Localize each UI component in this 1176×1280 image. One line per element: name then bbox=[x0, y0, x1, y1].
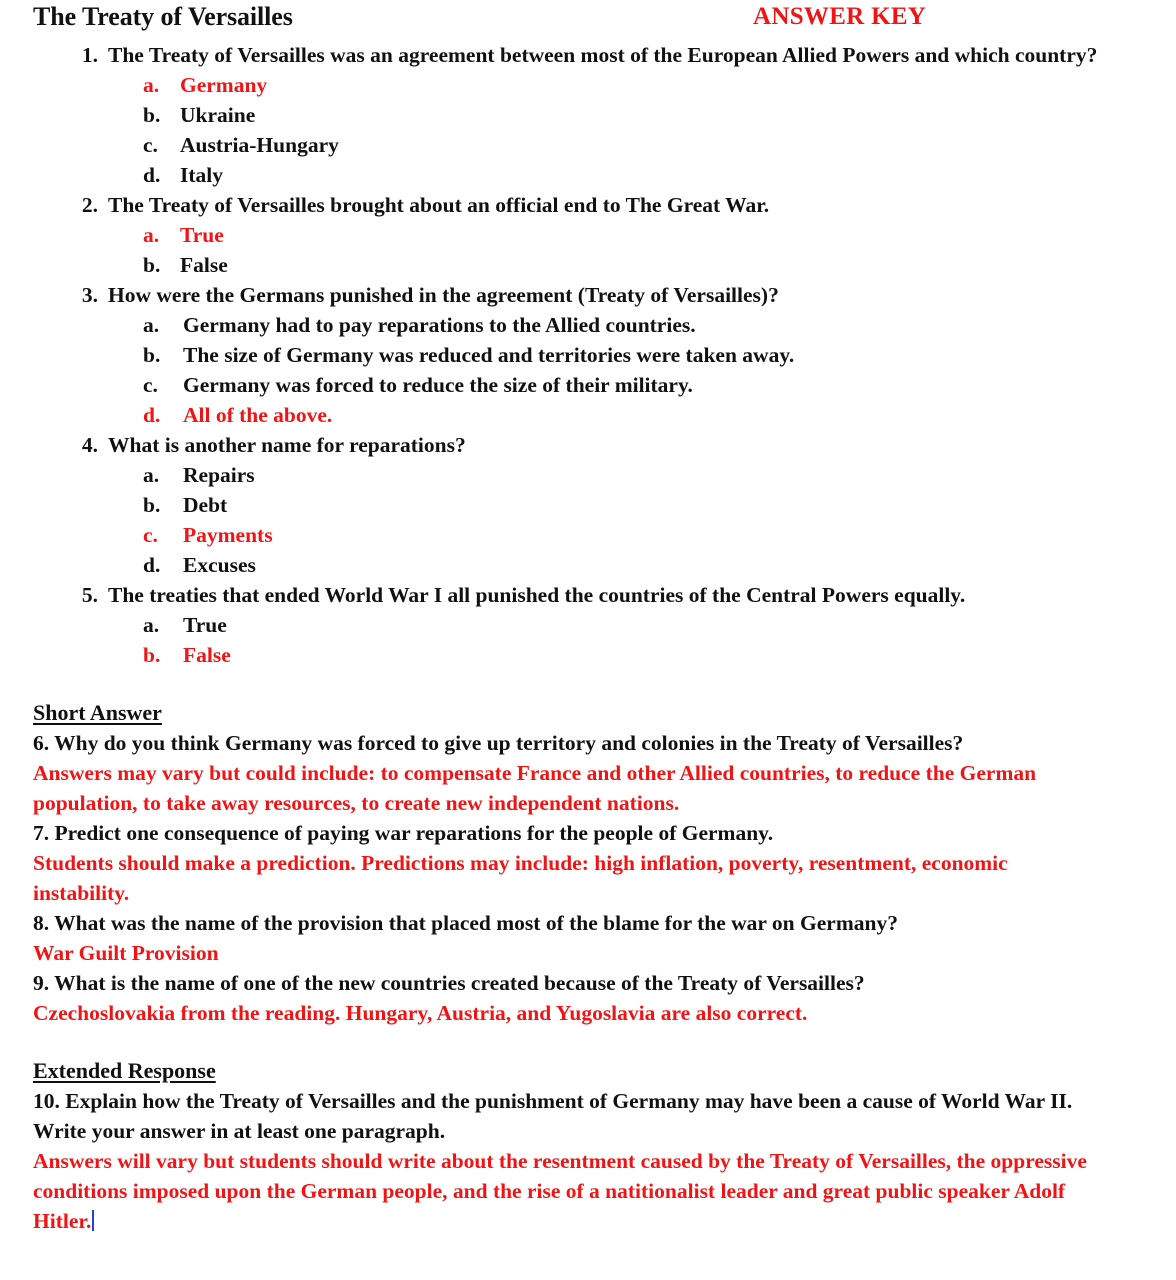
mc-option-label: Debt bbox=[183, 493, 228, 517]
extended-response-heading: Extended Response bbox=[33, 1058, 216, 1083]
mc-question bbox=[0, 580, 1176, 670]
mc-question-number: 1. bbox=[81, 43, 98, 67]
mc-option-label: Excuses bbox=[183, 553, 256, 577]
mc-option-letter: a. bbox=[143, 73, 160, 97]
mc-question-text bbox=[0, 580, 1176, 610]
short-answer-question: 8. What was the name of the provision that placed most of the blame for the war on Germany? bbox=[33, 911, 898, 935]
mc-option-label: Italy bbox=[180, 163, 223, 187]
mc-question bbox=[0, 40, 1176, 190]
mc-option-correct[interactable] bbox=[0, 520, 1176, 550]
mc-option[interactable] bbox=[0, 130, 1176, 160]
section-spacer-2 bbox=[0, 1028, 1176, 1055]
mc-option-letter: c. bbox=[143, 373, 158, 397]
short-answer-list bbox=[0, 728, 1176, 1028]
mc-option-letter: d. bbox=[143, 553, 161, 577]
mc-option-letter: d. bbox=[143, 403, 161, 427]
mc-option-letter: a. bbox=[143, 223, 160, 247]
mc-option[interactable] bbox=[0, 460, 1176, 490]
mc-option-letter: a. bbox=[143, 463, 160, 487]
multiple-choice-list bbox=[0, 40, 1176, 670]
text-cursor-caret bbox=[92, 1210, 94, 1231]
mc-option-correct[interactable] bbox=[0, 400, 1176, 430]
mc-option-label: Germany had to pay reparations to the Allied countries. bbox=[183, 313, 696, 337]
document-header bbox=[0, 0, 1176, 40]
mc-question bbox=[0, 190, 1176, 280]
mc-option-label: False bbox=[180, 253, 228, 277]
mc-question-number: 4. bbox=[81, 433, 98, 457]
mc-question-number: 5. bbox=[81, 583, 98, 607]
short-answer-answer[interactable]: War Guilt Provision bbox=[33, 941, 219, 965]
mc-question-label: The Treaty of Versailles brought about an official end to The Great War. bbox=[108, 193, 770, 217]
mc-option-letter: a. bbox=[143, 313, 160, 337]
mc-option-letter: d. bbox=[143, 163, 161, 187]
extended-response-question: 10. Explain how the Treaty of Versailles and the punishment of Germany may have been a cause of World War II. Write your answer in at least one paragraph. bbox=[33, 1089, 1073, 1143]
mc-option-label: Germany bbox=[180, 73, 268, 97]
mc-question-number: 3. bbox=[81, 283, 98, 307]
short-answer-question: 7. Predict one consequence of paying war reparations for the people of Germany. bbox=[33, 821, 774, 845]
short-answer-question: 6. Why do you think Germany was forced to give up territory and colonies in the Treaty of Versailles? bbox=[33, 731, 964, 755]
mc-option-label: Ukraine bbox=[180, 103, 256, 127]
mc-option-label: All of the above. bbox=[183, 403, 333, 427]
mc-option[interactable] bbox=[0, 610, 1176, 640]
short-answer-answer[interactable]: Students should make a prediction. Predictions may include: high inflation, poverty, resentment, economic instability. bbox=[33, 851, 1008, 905]
mc-question bbox=[0, 430, 1176, 580]
mc-question-text bbox=[0, 430, 1176, 460]
mc-option-correct[interactable] bbox=[0, 220, 1176, 250]
extended-response-section bbox=[0, 1055, 1176, 1236]
short-answer-answer[interactable]: Czechoslovakia from the reading. Hungary, Austria, and Yugoslavia are also correct. bbox=[33, 1001, 808, 1025]
mc-option-list bbox=[0, 610, 1176, 670]
short-answer-answer[interactable]: Answers may vary but could include: to compensate France and other Allied countries, to reduce the German population, to take away resources, to create new independent nations. bbox=[33, 761, 1037, 815]
mc-option-letter: b. bbox=[143, 493, 161, 517]
mc-question-text bbox=[0, 280, 1176, 310]
mc-option[interactable] bbox=[0, 490, 1176, 520]
mc-option-list bbox=[0, 310, 1176, 430]
mc-option[interactable] bbox=[0, 550, 1176, 580]
mc-question bbox=[0, 280, 1176, 430]
mc-question-label: How were the Germans punished in the agreement (Treaty of Versailles)? bbox=[108, 283, 779, 307]
mc-option[interactable] bbox=[0, 100, 1176, 130]
mc-option-correct[interactable] bbox=[0, 70, 1176, 100]
mc-question-number: 2. bbox=[81, 193, 98, 217]
answer-key-badge: ANSWER KEY bbox=[753, 3, 927, 30]
mc-option-label: Austria-Hungary bbox=[180, 133, 339, 157]
section-spacer bbox=[0, 670, 1176, 697]
mc-option-list bbox=[0, 220, 1176, 280]
mc-option-label: Germany was forced to reduce the size of their military. bbox=[183, 373, 693, 397]
page-title: The Treaty of Versailles bbox=[33, 2, 293, 31]
mc-option-label: Payments bbox=[183, 523, 273, 547]
mc-question-text bbox=[0, 190, 1176, 220]
mc-option-label: True bbox=[180, 223, 224, 247]
mc-option-letter: b. bbox=[143, 253, 161, 277]
mc-question-label: What is another name for reparations? bbox=[108, 433, 466, 457]
mc-question-text bbox=[0, 40, 1176, 70]
mc-option[interactable] bbox=[0, 310, 1176, 340]
mc-option-letter: b. bbox=[143, 103, 161, 127]
mc-option[interactable] bbox=[0, 160, 1176, 190]
mc-option-label: True bbox=[183, 613, 227, 637]
short-answer-section bbox=[0, 697, 1176, 1028]
mc-question-label: The treaties that ended World War I all punished the countries of the Central Powers equally. bbox=[108, 583, 966, 607]
mc-option-list bbox=[0, 70, 1176, 190]
mc-option[interactable] bbox=[0, 250, 1176, 280]
mc-option-correct[interactable] bbox=[0, 640, 1176, 670]
mc-option-letter: c. bbox=[143, 133, 158, 157]
mc-option-letter: c. bbox=[143, 523, 158, 547]
mc-option[interactable] bbox=[0, 340, 1176, 370]
extended-response-answer-text: Answers will vary but students should write about the resentment caused by the Treaty of Versailles, the oppressive conditions imposed upon the German people, and the rise of a natitionalist leader and great public speaker Adolf Hitler. bbox=[33, 1149, 1087, 1233]
mc-question-label: The Treaty of Versailles was an agreement between most of the European Allied Powers and which country? bbox=[108, 43, 1098, 67]
short-answer-heading: Short Answer bbox=[33, 700, 162, 725]
mc-option-label: Repairs bbox=[183, 463, 255, 487]
mc-option[interactable] bbox=[0, 370, 1176, 400]
mc-option-letter: a. bbox=[143, 613, 160, 637]
mc-option-label: False bbox=[183, 643, 231, 667]
mc-option-label: The size of Germany was reduced and territories were taken away. bbox=[183, 343, 795, 367]
short-answer-question: 9. What is the name of one of the new countries created because of the Treaty of Versailles? bbox=[33, 971, 865, 995]
mc-option-letter: b. bbox=[143, 343, 161, 367]
extended-response-answer[interactable] bbox=[33, 1146, 1105, 1236]
mc-option-letter: b. bbox=[143, 643, 161, 667]
mc-option-list bbox=[0, 460, 1176, 580]
